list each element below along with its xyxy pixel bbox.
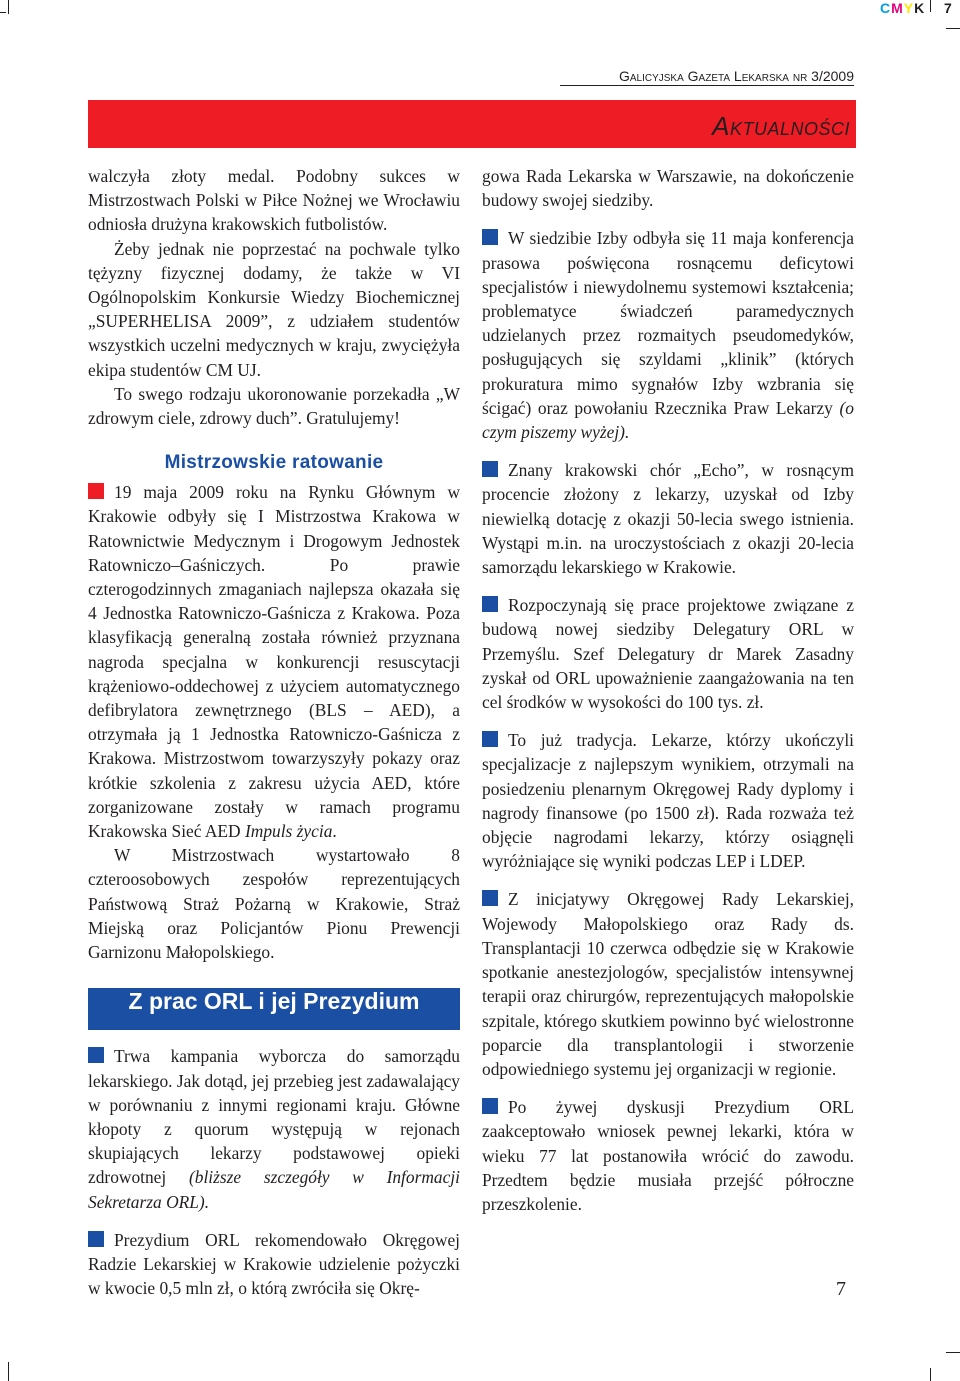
section-title: Aktualności — [712, 111, 850, 141]
news-item: Rozpoczynają się prace projektowe związane z budową nowej siedziby Delegatury ORL w Przemyślu. Szef Delegatury dr Marek Zasadny zyskał od ORL upoważnienie zaangażowania na ten cel środków w wysokości do 100 tys. zł. — [482, 595, 854, 713]
issue-number: nr 3/2009 — [792, 68, 854, 84]
journal-header — [560, 68, 854, 86]
news-item: Z inicjatywy Okręgowej Rady Lekarskiej, Wojewody Małopolskiego oraz Rady ds. Transplantacji 10 czerwca odbędzie się w Krakowie spotkanie anestezjologów, specjalistów intensywnej terapii oraz chirurgów, reprezentujących małopolskie szpitale, którego skutkiem powinno być wielostronne poparcie dla transplantologii i stworzenie odpowiedniego systemu jej organizacji w regionie. — [482, 889, 854, 1079]
bullet-square-icon — [482, 596, 498, 612]
crop-mark — [946, 28, 960, 29]
journal-title: Galicyjska Gazeta Lekarska — [618, 68, 789, 84]
bullet-square-icon — [482, 1098, 498, 1114]
bullet-square-icon — [482, 890, 498, 906]
news-item: Prezydium ORL rekomendowało Okręgowej Radzie Lekarskiej w Krakowie udzielenie pożyczki w kwocie 0,5 mln zł, o którą zwróciła się Okrę- — [88, 1229, 460, 1299]
news-item: To już tradycja. Lekarze, którzy ukończyli specjalizacje z najlepszym wynikiem, otrzymali na posiedzeniu plenarnym Okręgowej Rady dyplomy i nagrody finansowe (po 1500 zł). Rada rozważa też objęcie nagrodami lekarzy, którzy osiągnęli wyróżniające się wyniki podczas LEP i LDEP. — [482, 730, 854, 872]
bullet-square-icon — [482, 461, 498, 477]
paragraph: gowa Rada Lekarska w Warszawie, na dokończenie budowy swojej siedziby. — [482, 166, 854, 211]
print-page-number: 7 — [944, 0, 952, 16]
cmyk-registration-mark: CMYK — [880, 0, 926, 16]
subheading: Mistrzowskie ratowanie — [164, 452, 384, 474]
news-item: W siedzibie Izby odbyła się 11 maja konferencja prasowa poświęcona rosnącemu deficytowi specjalistów i niewydolnemu systemowi kształcenia; problematyce świadczeń paramedycznych udzielanych przez rozmaitych pseudomedyków, posługujących się szyldami „klinik” (których prokuratura mimo sygnałów Izby wzbrania się ścigać) oraz powołaniu Rzecznika Praw Lekarzy (o czym piszemy wyżej). — [482, 228, 854, 443]
news-item: Trwa kampania wyborcza do samorządu lekarskiego. Jak dotąd, jej przebieg jest zadawalający w porównaniu z innymi regionami kraju. Główne kłopoty z quorum występują w rejonach skupiających lekarzy podstawowej opieki zdrowotnej (bliższe szczegóły w Informacji Sekretarza ORL). — [88, 1046, 460, 1212]
bullet-square-icon — [482, 229, 498, 245]
box-heading: Z prac ORL i jej Prezydium — [88, 988, 460, 1030]
paragraph: Żeby jednak nie poprzestać na pochwale tylko tężyzny fizycznej dodamy, że także w VI Ogólnopolskim Konkursie Wiedzy Biochemicznej „SUPERHELISA 2009”, z udziałem studentów wszystkich uczelni medycznych w kraju, zwyciężyła ekipa studentów CM UJ. — [88, 238, 460, 380]
bullet-square-icon — [482, 731, 498, 747]
crop-mark — [946, 1352, 960, 1353]
news-item: Po żywej dyskusji Prezydium ORL zaakceptowało wniosek pewnej lekarki, która w wieku 77 lat postanowiła wrócić do zawodu. Przedtem będzie musiała przejść półroczne przeszkolenie. — [482, 1097, 854, 1214]
section-banner — [88, 100, 856, 148]
crop-mark — [0, 12, 6, 13]
crop-mark — [930, 1368, 931, 1381]
page-number: 7 — [836, 1278, 846, 1300]
news-item: 19 maja 2009 roku na Rynku Głównym w Krakowie odbyły się I Mistrzostwa Krakowa w Ratownictwie Medycznym i Drogowym Jednostek Ratowniczo–Gaśniczych. Po prawie czterogodzinnych zmaganiach najlepsza okazała się 4 Jednostka Ratowniczo-Gaśnicza z Krakowa. Poza klasyfikacją generalną została również przyznana nagroda specjalna w konkurencji resuscytacji krążeniowo-oddechowej z użyciem automatycznego defibrylatora zewnętrznego (BLS – AED), a otrzymała ją 1 Jednostka Ratowniczo-Gaśnicza z Krakowa. Mistrzostwom towarzyszyły pokazy oraz krótkie szkolenia z zakresu użycia AED, które zorganizowane zostały w ramach programu Krakowska Sieć AED Impuls życia. — [88, 482, 460, 842]
right-column — [482, 164, 854, 1216]
news-item: Znany krakowski chór „Echo”, w rosnącym procencie złożony z lekarzy, uzyskał od Izby niewielką dotację z okazji 50-lecia swego istnienia. Wystąpi m.in. na uroczystościach z okazji 20-lecia samorządu lekarskiego w Krakowie. — [482, 460, 854, 578]
crop-mark — [8, 0, 9, 14]
paragraph: walczyła złoty medal. Podobny sukces w Mistrzostwach Polski w Piłce Nożnej we Wrocławiu odniosła drużyna krakowskich futbolistów. — [88, 166, 460, 235]
bullet-square-icon — [88, 1047, 104, 1063]
paragraph: W Mistrzostwach wystartowało 8 czteroosobowych zespołów reprezentujących Państwową Straż Pożarną w Krakowie, Straż Miejską oraz Policjantów Pionu Prewencji Garnizonu Małopolskiego. — [88, 845, 460, 963]
bullet-square-icon — [88, 1231, 104, 1247]
crop-mark — [8, 1362, 9, 1381]
crop-mark — [930, 0, 931, 12]
bullet-square-icon — [88, 483, 104, 499]
paragraph: To swego rodzaju ukoronowanie porzekadła „W zdrowym ciele, zdrowy duch”. Gratulujemy! — [88, 383, 460, 429]
left-column — [88, 164, 460, 1300]
